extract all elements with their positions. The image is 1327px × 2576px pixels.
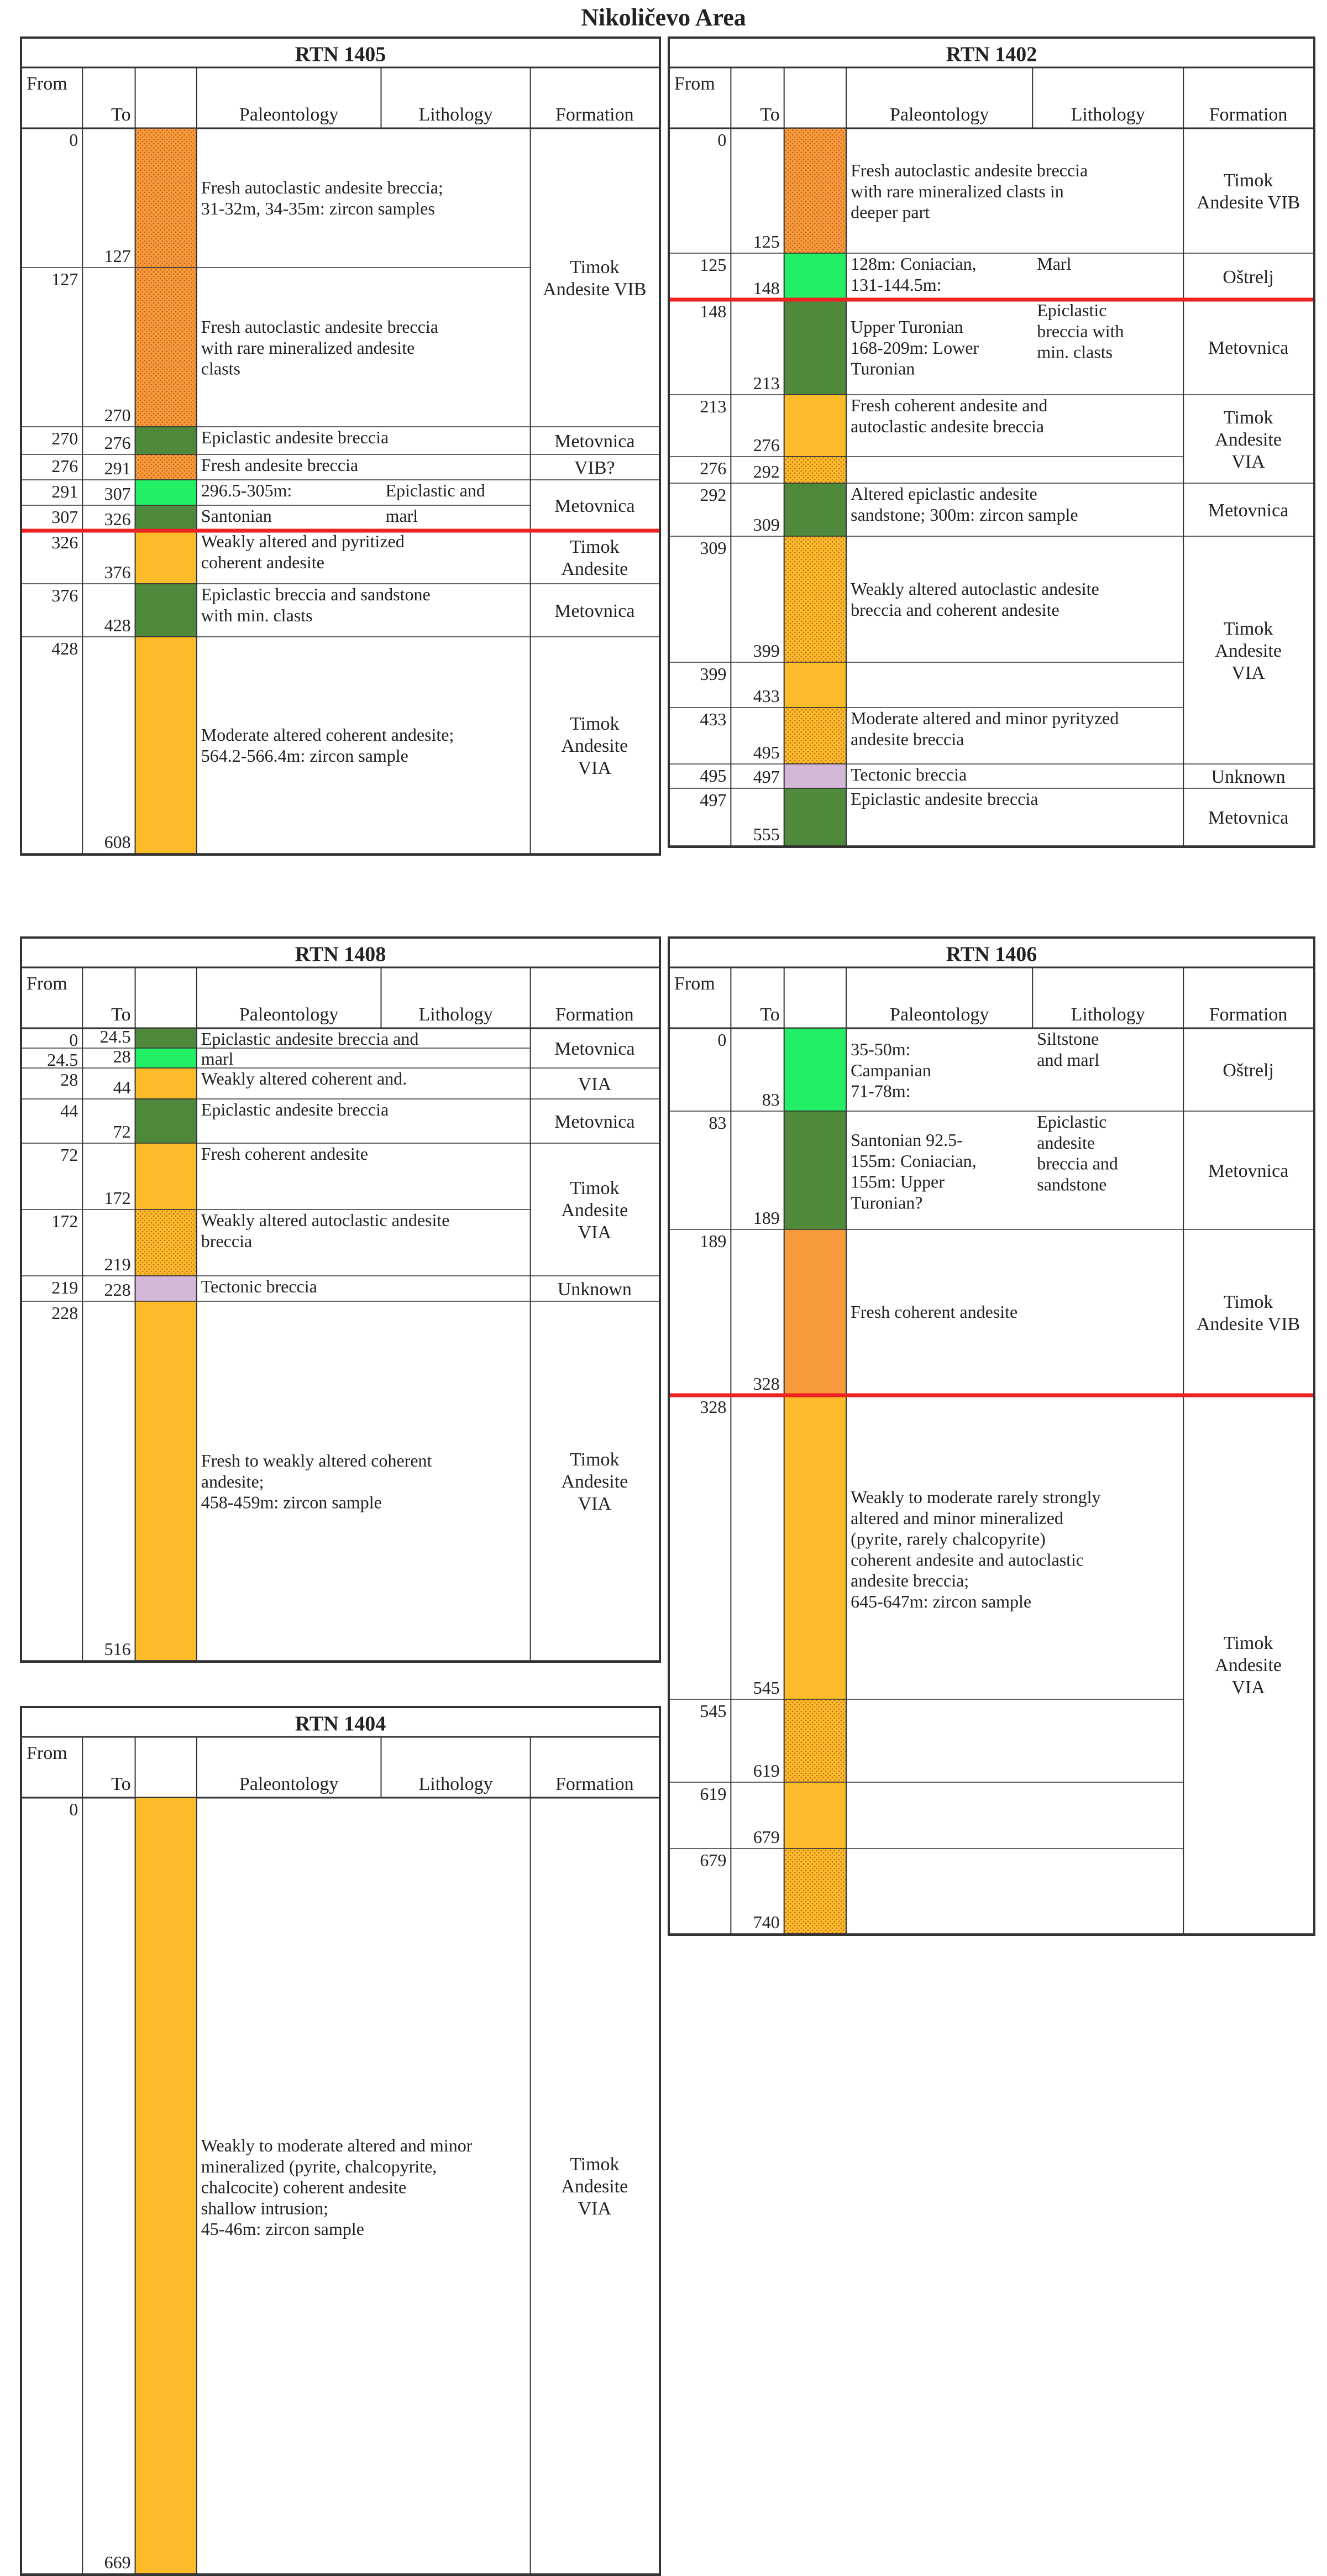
depth-from: 545 <box>700 1701 727 1721</box>
lithology-text: Epiclastic andesite breccia and sandstone <box>1037 1112 1118 1195</box>
strip-segment <box>784 395 846 457</box>
depth-to: 291 <box>104 458 131 478</box>
depth-from: 307 <box>51 507 78 527</box>
formation-label: Unknown <box>1211 767 1286 787</box>
strip-segment <box>135 1028 197 1048</box>
header-paleontology: Paleontology <box>239 104 339 125</box>
paleontology-text: Epiclastic breccia and sandstone with min. clasts <box>201 584 431 625</box>
depth-from: 328 <box>700 1397 727 1417</box>
paleontology-text: Fresh coherent andesite <box>851 1302 1018 1322</box>
header-lithology: Lithology <box>418 1004 493 1025</box>
strip-segment <box>135 1301 197 1661</box>
depth-from: 28 <box>60 1070 78 1090</box>
lithology-text: Siltstone and marl <box>1037 1029 1100 1070</box>
formation-label: Metovnica <box>554 496 635 516</box>
formation-label: Metovnica <box>554 1039 635 1059</box>
panel-title: RTN 1402 <box>946 43 1037 66</box>
depth-to: 213 <box>753 373 780 393</box>
panel-rtn-1402-svg <box>670 39 1313 846</box>
depth-from: 148 <box>700 301 727 321</box>
lithology-text: Epiclastic breccia with min. clasts <box>1037 300 1124 362</box>
depth-from: 376 <box>51 585 78 605</box>
paleontology-text: Epiclastic andesite breccia <box>201 427 389 447</box>
formation-label: Timok Andesite VIA <box>1215 1633 1282 1698</box>
depth-from: 189 <box>700 1231 727 1251</box>
header-formation: Formation <box>1209 1004 1288 1025</box>
formation-label: Timok Andesite VIA <box>1215 407 1282 472</box>
depth-to: 399 <box>753 641 780 661</box>
formation-label: Timok Andesite VIA <box>561 714 628 778</box>
strip-segment <box>784 253 846 300</box>
strip-segment <box>135 1048 197 1068</box>
depth-to: 495 <box>753 742 780 762</box>
depth-to: 24.5 <box>99 1027 131 1046</box>
paleontology-text: Fresh autoclastic andesite breccia with rare mineralized clasts in deeper part <box>851 160 1088 222</box>
panel-rtn-1404 <box>20 1706 661 2576</box>
depth-from: 0 <box>69 1799 78 1819</box>
paleontology-text: Tectonic breccia <box>851 765 967 784</box>
formation-label: Metovnica <box>554 1112 635 1132</box>
strip-segment <box>135 1068 197 1099</box>
header-formation: Formation <box>555 1004 634 1025</box>
depth-to: 619 <box>753 1761 780 1781</box>
header-lithology: Lithology <box>1071 1004 1145 1025</box>
depth-from: 679 <box>700 1850 727 1870</box>
strip-segment <box>784 788 846 846</box>
strip-segment <box>784 457 846 483</box>
strip-segment <box>135 480 197 505</box>
depth-from: 495 <box>700 766 727 786</box>
depth-to: 276 <box>753 435 780 455</box>
depth-to: 127 <box>104 246 131 266</box>
depth-to: 292 <box>753 462 780 481</box>
header-paleontology: Paleontology <box>239 1774 339 1794</box>
strip-segment <box>135 1210 197 1276</box>
strip-segment <box>135 128 197 268</box>
depth-from: 44 <box>60 1101 78 1121</box>
header-paleontology: Paleontology <box>239 1004 339 1025</box>
formation-label: Metovnica <box>1208 338 1289 358</box>
depth-from: 0 <box>717 1030 727 1050</box>
strip-segment <box>784 128 846 253</box>
depth-from: 228 <box>51 1303 78 1323</box>
paleontology-text: Weakly to moderate rarely strongly altered and minor mineralized (pyrite, rarely chalcopyrite) coherent andesite and autoclastic andesite breccia; 645-647m: zircon sample <box>851 1487 1101 1611</box>
depth-to: 516 <box>104 1639 131 1659</box>
strip-segment <box>784 300 846 395</box>
depth-from: 0 <box>717 130 727 150</box>
depth-to: 326 <box>104 509 131 529</box>
depth-to: 228 <box>104 1280 131 1300</box>
formation-label: Metovnica <box>1208 500 1289 521</box>
paleontology-text: 128m: Coniacian, 131-144.5m: <box>851 254 977 295</box>
depth-to: 740 <box>753 1912 780 1932</box>
depth-to: 328 <box>753 1374 780 1394</box>
formation-label: Timok Andesite VIA <box>561 2154 628 2219</box>
paleontology-text: Altered epiclastic andesite sandstone; 300m: zircon sample <box>851 484 1078 525</box>
depth-from: 326 <box>51 532 78 552</box>
formation-label: Timok Andesite VIA <box>1215 619 1282 683</box>
strip-segment <box>135 505 197 531</box>
header-formation: Formation <box>555 104 634 125</box>
header-from: From <box>674 74 715 94</box>
depth-from: 276 <box>51 456 78 476</box>
strip-segment <box>135 1276 197 1301</box>
paleontology-text: Fresh to weakly altered coherent andesite; 458-459m: zircon sample <box>201 1451 432 1512</box>
header-lithology: Lithology <box>418 1774 493 1794</box>
header-to: To <box>760 1004 780 1025</box>
panel-title: RTN 1406 <box>946 943 1037 966</box>
formation-label: Metovnica <box>554 601 635 621</box>
strip-segment <box>135 268 197 427</box>
depth-to: 497 <box>753 767 780 787</box>
depth-to: 376 <box>104 562 131 582</box>
formation-label: Timok Andesite VIA <box>561 1449 628 1514</box>
paleontology-text: Tectonic breccia <box>201 1276 317 1296</box>
depth-from: 399 <box>700 664 727 684</box>
header-lithology: Lithology <box>418 104 493 125</box>
formation-label: VIA <box>578 1074 612 1095</box>
paleontology-text: Upper Turonian 168-209m: Lower Turonian <box>851 317 979 379</box>
strip-segment <box>784 1849 846 1934</box>
paleontology-text: 35-50m: Campanian 71-78m: <box>851 1039 931 1101</box>
header-from: From <box>27 973 67 994</box>
header-to: To <box>760 104 780 125</box>
paleontology-text: Weakly altered and pyritized coherent andesite <box>201 531 405 572</box>
paleontology-text: Weakly altered autoclastic andesite breccia and coherent andesite <box>851 579 1099 620</box>
formation-label: Oštrelj <box>1223 267 1274 287</box>
formation-label: Metovnica <box>554 431 635 452</box>
panel-title: RTN 1404 <box>295 1712 386 1736</box>
depth-from: 213 <box>700 396 727 416</box>
depth-to: 669 <box>104 2552 131 2572</box>
panel-rtn-1406 <box>668 936 1315 1936</box>
paleontology-text: Epiclastic andesite breccia <box>201 1099 389 1119</box>
header-from: From <box>27 74 67 94</box>
strip-segment <box>135 454 197 480</box>
strip-segment <box>135 1143 197 1210</box>
paleontology-text: Weakly altered autoclastic andesite breccia <box>201 1210 450 1251</box>
depth-to: 555 <box>753 824 780 844</box>
depth-from: 428 <box>51 638 78 658</box>
depth-to: 125 <box>753 232 780 252</box>
depth-from: 309 <box>700 538 727 558</box>
paleontology-text: Fresh coherent andesite <box>201 1144 368 1164</box>
depth-to: 608 <box>104 832 131 852</box>
panel-rtn-1406-svg <box>670 939 1313 1934</box>
strip-segment <box>135 1798 197 2574</box>
lithology-text: Marl <box>1037 254 1072 274</box>
depth-to: 307 <box>104 484 131 504</box>
header-lithology: Lithology <box>1071 104 1145 125</box>
depth-to: 309 <box>753 515 780 535</box>
depth-from: 219 <box>51 1277 78 1297</box>
strip-segment <box>135 1099 197 1143</box>
formation-label: Timok Andesite VIB <box>1196 1292 1300 1334</box>
lithology-text: marl <box>385 506 418 526</box>
depth-from: 291 <box>51 481 78 501</box>
paleontology-text: Epiclastic andesite breccia and <box>201 1029 419 1049</box>
strip-segment <box>784 1699 846 1782</box>
lithology-text: Epiclastic and <box>385 480 485 500</box>
depth-from: 270 <box>51 428 78 448</box>
depth-from: 497 <box>700 790 727 810</box>
depth-to: 679 <box>753 1827 780 1847</box>
paleontology-text: Epiclastic andesite breccia <box>851 789 1038 809</box>
formation-label: Timok Andesite VIB <box>543 257 647 300</box>
depth-from: 125 <box>700 255 727 275</box>
header-formation: Formation <box>555 1774 634 1794</box>
strip-segment <box>135 531 197 584</box>
header-to: To <box>111 1004 131 1025</box>
depth-from: 0 <box>69 130 78 150</box>
paleontology-text: Moderate altered coherent andesite; 564.2-566.4m: zircon sample <box>201 725 454 766</box>
depth-from: 83 <box>709 1113 727 1133</box>
header-from: From <box>674 973 715 994</box>
paleontology-text: Weakly to moderate altered and minor mineralized (pyrite, chalcopyrite, chalcocite) coherent andesite shallow intrusion; 45-46m: zircon sample <box>201 2135 473 2239</box>
paleontology-text: Moderate altered and minor pyrityzed andesite breccia <box>851 708 1119 749</box>
paleontology-text: Santonian <box>201 506 272 526</box>
depth-from: 172 <box>51 1211 78 1231</box>
figure-title: Nikoličevo Area <box>581 4 746 31</box>
header-paleontology: Paleontology <box>889 104 989 125</box>
strip-segment <box>135 427 197 454</box>
paleontology-text: Weakly altered coherent and. <box>201 1069 407 1088</box>
depth-to: 189 <box>753 1208 780 1228</box>
strip-segment <box>784 483 846 536</box>
formation-label: Timok Andesite VIA <box>561 1178 628 1243</box>
strip-segment <box>784 1229 846 1395</box>
depth-to: 433 <box>753 686 780 706</box>
paleontology-text: Fresh autoclastic andesite breccia; 31-32m, 34-35m: zircon samples <box>201 177 443 218</box>
strip-segment <box>784 1782 846 1849</box>
formation-label: Timok Andesite VIB <box>1196 170 1300 213</box>
depth-from: 276 <box>700 458 727 478</box>
panel-title: RTN 1405 <box>295 43 386 66</box>
depth-to: 428 <box>104 615 131 635</box>
strip-segment <box>784 764 846 788</box>
panel-rtn-1408-svg <box>22 939 659 1661</box>
paleontology-text: 296.5-305m: <box>201 480 292 500</box>
depth-to: 28 <box>113 1046 131 1066</box>
depth-to: 172 <box>104 1188 131 1208</box>
depth-from: 619 <box>700 1784 727 1804</box>
panel-rtn-1408 <box>20 936 661 1663</box>
strip-segment <box>784 708 846 764</box>
depth-to: 276 <box>104 433 131 453</box>
header-paleontology: Paleontology <box>889 1004 989 1025</box>
panel-rtn-1404-svg <box>22 1708 659 2574</box>
depth-to: 219 <box>104 1254 131 1274</box>
depth-to: 83 <box>762 1090 780 1109</box>
depth-from: 0 <box>69 1030 78 1050</box>
depth-to: 72 <box>113 1122 131 1142</box>
panel-title: RTN 1408 <box>295 943 386 966</box>
depth-from: 292 <box>700 485 727 505</box>
depth-from: 127 <box>51 269 78 289</box>
depth-from: 72 <box>60 1145 78 1165</box>
panel-rtn-1405 <box>20 36 661 856</box>
header-to: To <box>111 104 131 125</box>
formation-label: Oštrelj <box>1223 1060 1274 1081</box>
strip-segment <box>784 1111 846 1229</box>
depth-to: 44 <box>113 1077 131 1097</box>
depth-to: 545 <box>753 1678 780 1698</box>
paleontology-text: Fresh andesite breccia <box>201 455 359 475</box>
paleontology-text: Santonian 92.5-155m: Coniacian, 155m: Upper Turonian? <box>851 1130 977 1213</box>
strip-segment <box>784 1028 846 1111</box>
header-formation: Formation <box>1209 104 1288 125</box>
panel-rtn-1402 <box>668 36 1315 848</box>
formation-label: Metovnica <box>1208 1161 1289 1181</box>
strip-segment <box>784 536 846 662</box>
strip-segment <box>135 637 197 854</box>
header-from: From <box>27 1743 67 1763</box>
paleontology-text: marl <box>201 1049 234 1069</box>
strip-segment <box>784 1395 846 1699</box>
depth-to: 148 <box>753 278 780 298</box>
formation-label: Timok Andesite <box>561 537 628 579</box>
formation-label: Unknown <box>557 1279 632 1300</box>
depth-from: 24.5 <box>47 1050 78 1070</box>
strip-segment <box>784 662 846 708</box>
formation-label: Metovnica <box>1208 808 1289 828</box>
header-to: To <box>111 1774 131 1794</box>
panel-rtn-1405-svg <box>22 39 659 854</box>
strip-segment <box>135 584 197 637</box>
paleontology-text: Fresh coherent andesite and autoclastic andesite breccia <box>851 395 1048 436</box>
depth-from: 433 <box>700 709 727 729</box>
formation-label: VIB? <box>574 458 615 478</box>
paleontology-text: Fresh autoclastic andesite breccia with rare mineralized andesite clasts <box>201 317 438 379</box>
depth-to: 270 <box>104 405 131 425</box>
